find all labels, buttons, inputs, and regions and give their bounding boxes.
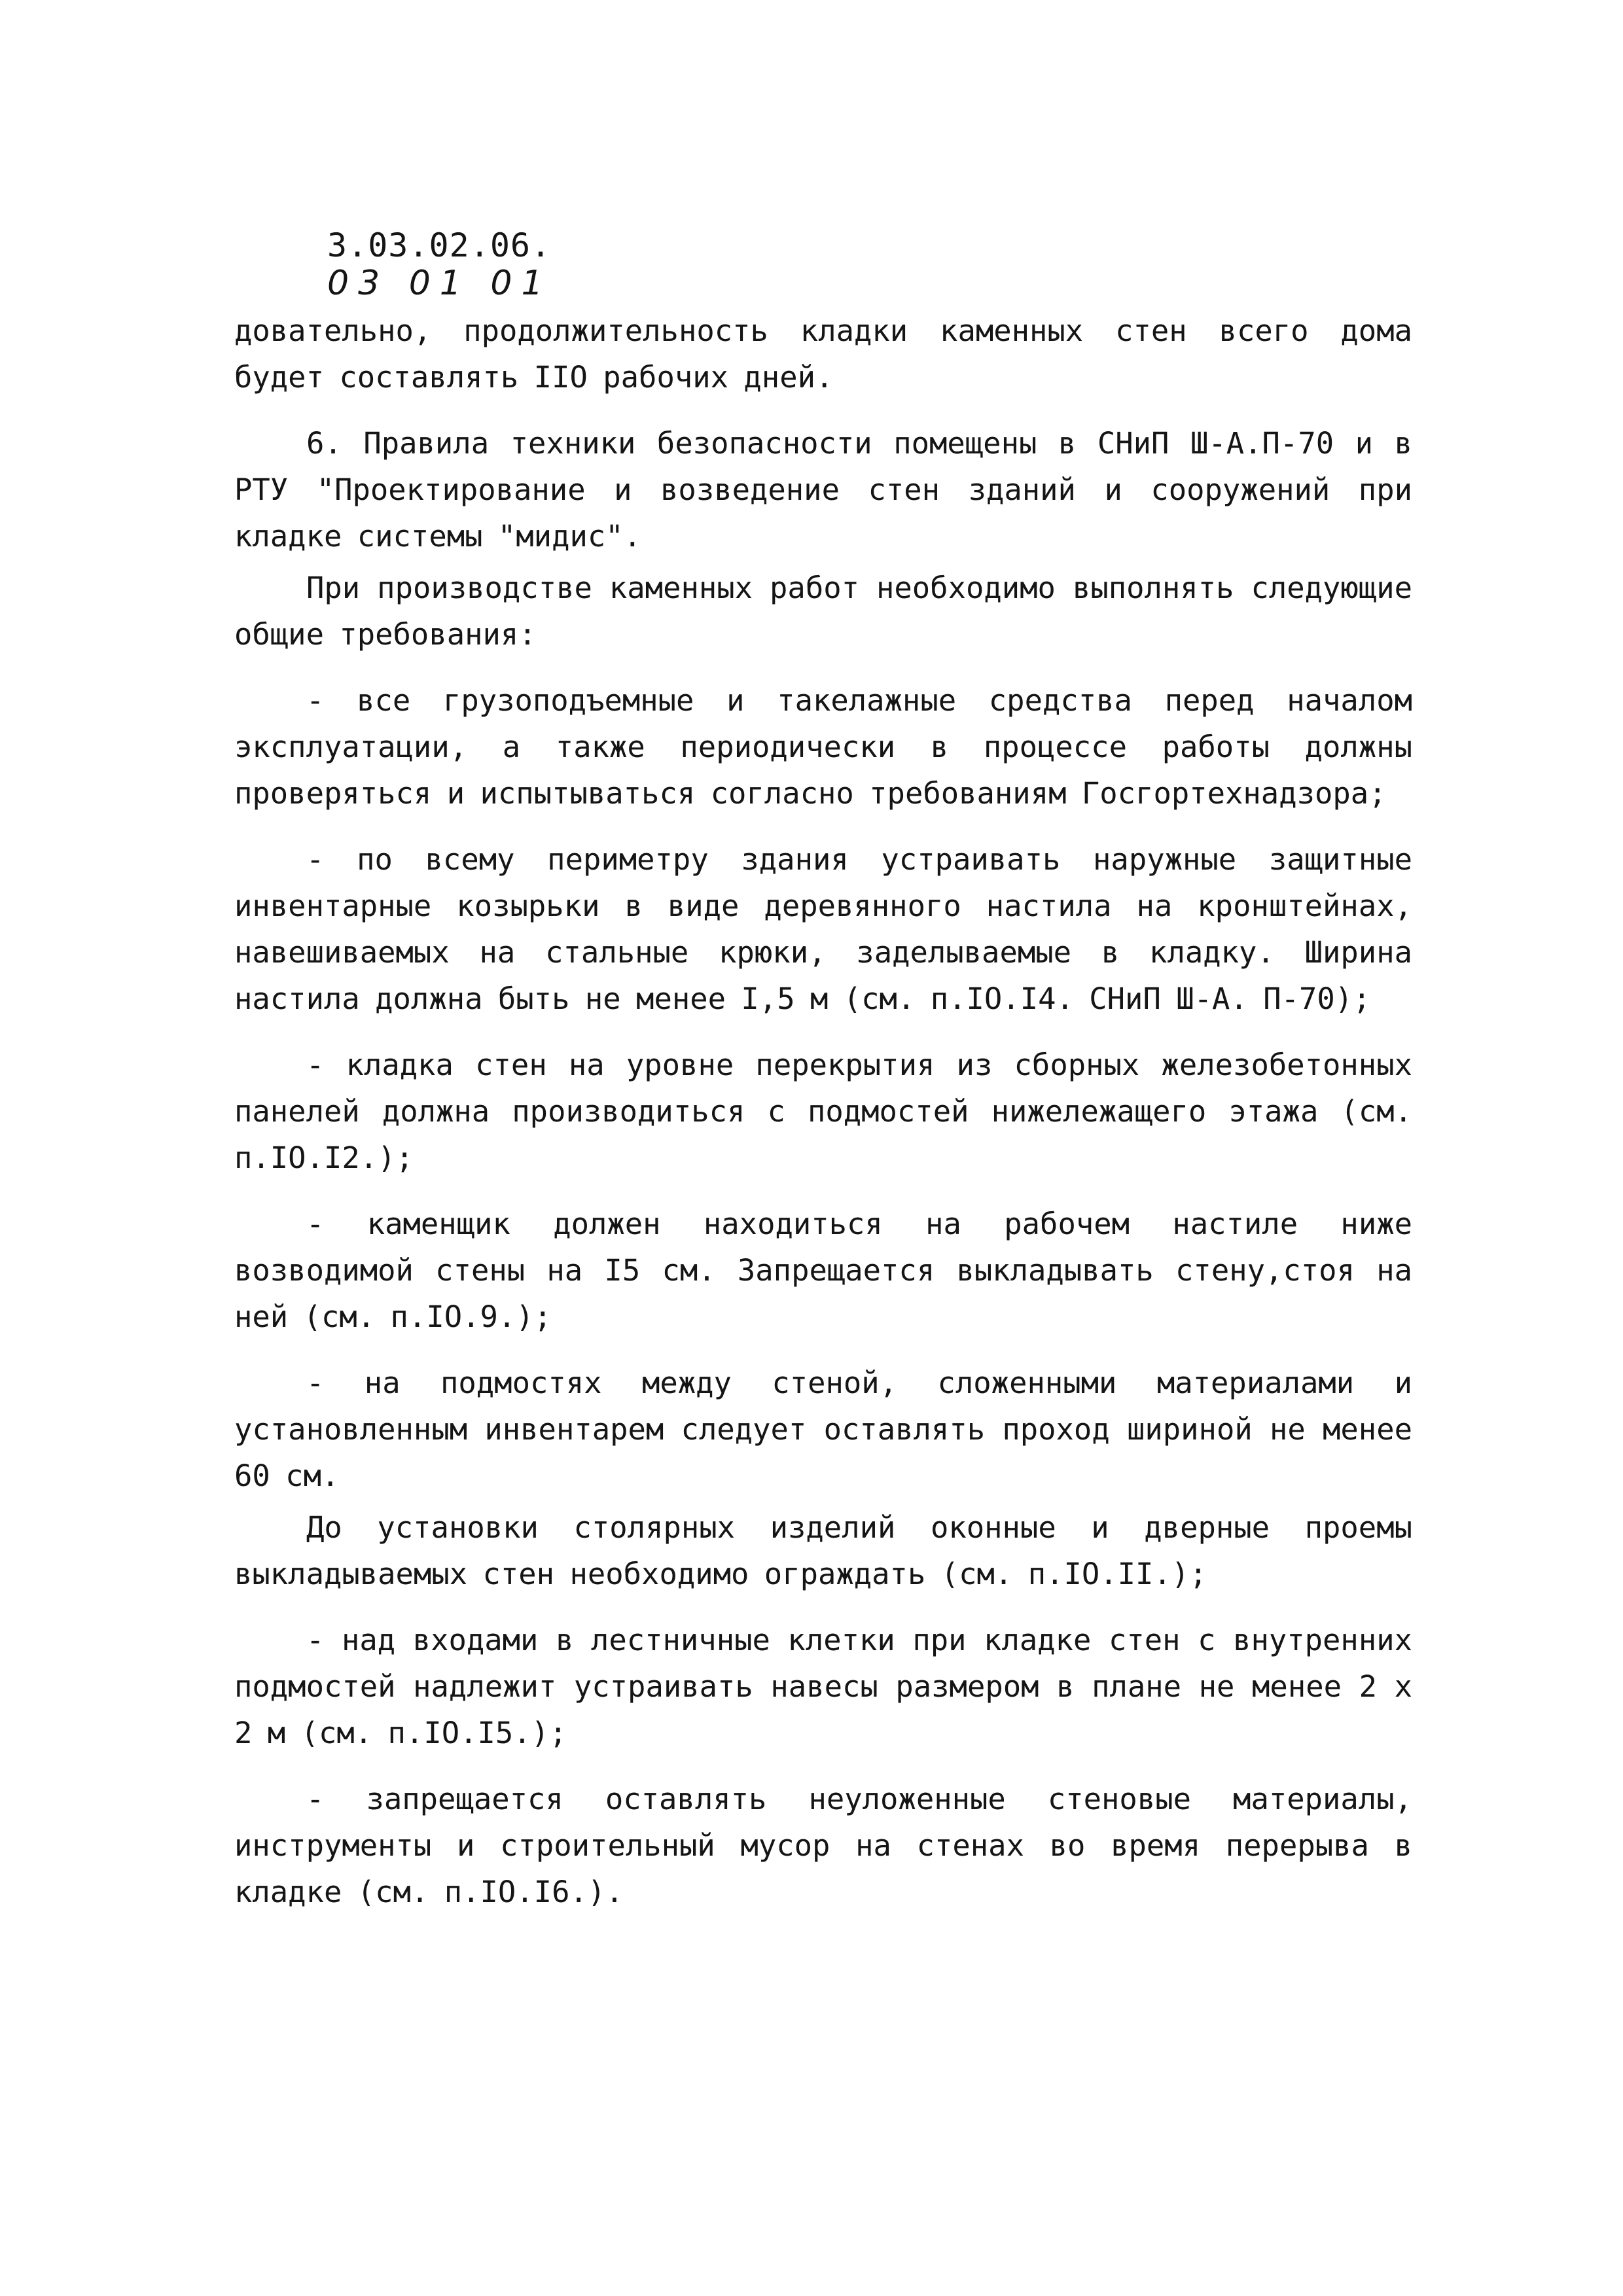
document-body [234, 308, 1412, 1935]
paragraph-stairwell-canopies: - над входами в лестничные клетки при кладке стен с внутренних подмостей надлежит устраивать навесы размером в плане не менее 2 х 2 м (см. п.IO.I5.); [234, 1623, 1412, 1750]
document-code: 3.03.02.06. [327, 226, 552, 264]
paragraph-continuation: довательно, продолжительность кладки каменных стен всего дома будет составлять IIO рабочих дней. [234, 313, 1412, 395]
paragraph-general-requirements: При производстве каменных работ необходимо выполнять следующие общие требования: [234, 571, 1412, 652]
handwritten-code: 03 01 01 [327, 264, 552, 303]
paragraph-safety-rules: 6. Правила техники безопасности помещены в СНиП Ш-А.П-70 и в РТУ "Проектирование и возведение стен зданий и сооружений при кладке системы "мидис". [234, 426, 1412, 554]
paragraph-protective-canopies: - по всему периметру здания устраивать наружные защитные инвентарные козырьки в виде деревянного настила на кронштейнах, навешиваемых на стальные крюки, заделываемые в кладку. Ширина настила должна быть не менее I,5 м (см. п.IO.I4. СНиП Ш-А. П-70); [234, 842, 1412, 1016]
paragraph-openings-fencing: До установки столярных изделий оконные и дверные проемы выкладываемых стен необходимо ограждать (см. п.IO.II.); [234, 1510, 1412, 1591]
paragraph-floor-level-masonry: - кладка стен на уровне перекрытия из сборных железобетонных панелей должна производиться с подмостей нижележащего этажа (см. п.IO.I2.); [234, 1048, 1412, 1175]
paragraph-mason-position: - каменщик должен находиться на рабочем настиле ниже возводимой стены на I5 см. Запрещается выкладывать стену,стоя на ней (см. п.IO.9.); [234, 1207, 1412, 1334]
paragraph-scaffold-passage: - на подмостях между стеной, сложенными материалами и установленным инвентарем следует оставлять проход шириной не менее 60 см. [234, 1366, 1412, 1493]
paragraph-lifting-equipment: - все грузоподъемные и такелажные средства перед началом эксплуатации, а также периодически в процессе работы должны проверяться и испытываться согласно требованиям Госгортехнадзора; [234, 683, 1412, 811]
paragraph-debris-prohibition: - запрещается оставлять неуложенные стеновые материалы, инструменты и строительный мусор на стенах во время перерыва в кладке (см. п.IO.I6.). [234, 1782, 1412, 1909]
